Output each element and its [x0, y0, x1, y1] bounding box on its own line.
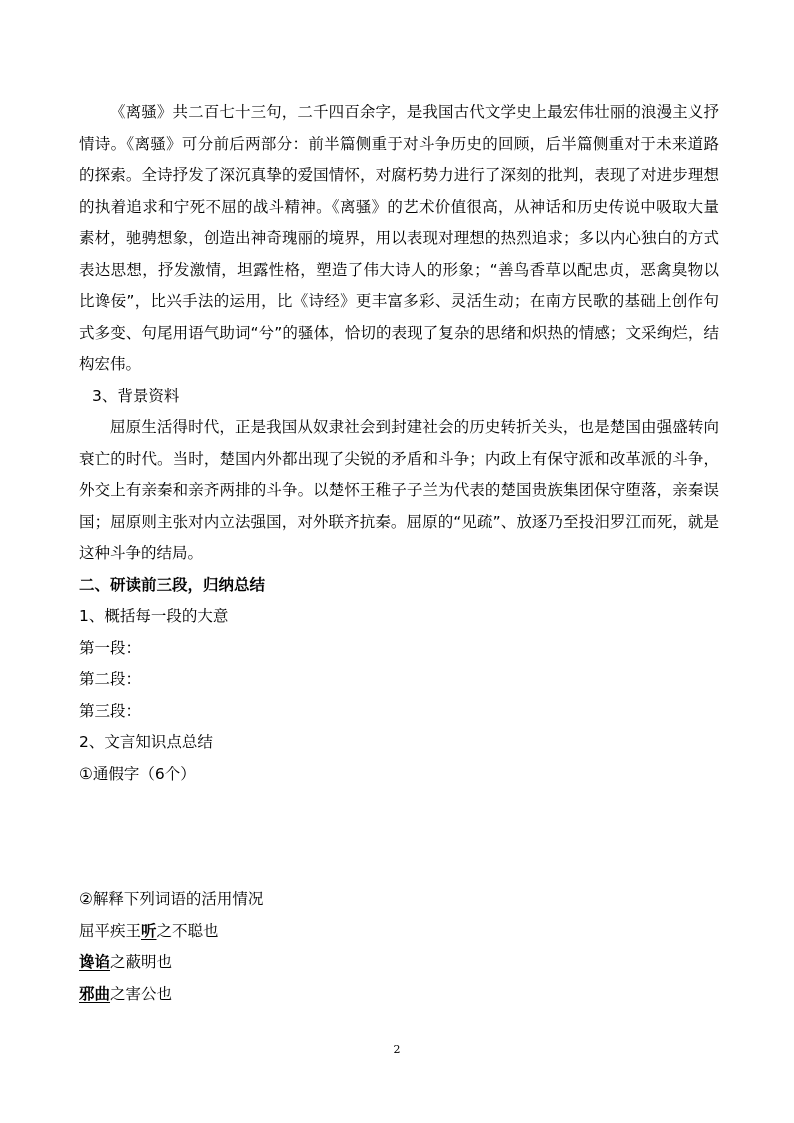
- paragraph-one-label: 第一段：: [79, 638, 142, 657]
- page-number: 2: [393, 1043, 401, 1056]
- intro-paragraph: 《离骚》共二百七十三句，二千四百余字，是我国古代文学史上最宏伟壮丽的浪漫主义抒情诗。《离骚》可分前后两部分：前半篇侧重于对斗争历史的回顾，后半篇侧重对于未来道路的探索。全诗抒发了深沉真挚的爱国情怀，对腐朽势力进行了深刻的批判，表现了对进步理想的执着追求和宁死不屈的战斗精神。《离骚》的艺术价值很高，从神话和历史传说中吸取大量素材，驰骋想象，创造出神奇瑰丽的境界，用以表现对理想的热烈追求；多以内心独白的方式表达思想，抒发激情，坦露性格，塑造了伟大诗人的形象；“善鸟香草以配忠贞，恶禽臭物以比谗佞”，比兴手法的运用，比《诗经》更丰富多彩、灵活生动；在南方民歌的基础上创作句式多变、句尾用语气助词“兮”的骚体，恰切的表现了复杂的思绪和炽热的情感；文采绚烂，结构宏伟。: [79, 103, 719, 373]
- example-line-1-word: 听: [141, 921, 157, 940]
- example-line-1-before: 屈平疾王: [79, 921, 142, 940]
- paragraph-two-label: 第二段：: [79, 670, 142, 688]
- paragraph-three-label: 第三段：: [79, 701, 142, 720]
- task-knowledge-label: 2、文言知识点总结: [79, 733, 213, 751]
- example-line-2-word: 谗谄: [79, 953, 111, 971]
- section-heading: 二、研读前三段，归纳总结: [79, 575, 266, 594]
- example-line-3-after: 之害公也: [110, 984, 173, 1003]
- example-line-3: [79, 979, 719, 1011]
- background-paragraph: 屈原生活得时代，正是我国从奴隶社会到封建社会的历史转折关头，也是楚国由强盛转向衰亡的时代。当时，楚国内外都出现了尖锐的矛盾和斗争；内政上有保守派和改革派的斗争，外交上有亲秦和亲齐两排的斗争。以楚怀王稚子子兰为代表的楚国贵族集团保守堕落，亲秦误国；屈原则主张对内立法强国，对外联齐抗秦。屈原的“见疏”、放逐乃至投汨罗江而死，就是这种斗争的结局。: [79, 418, 719, 562]
- example-line-3-word: 邪曲: [79, 984, 111, 1003]
- answer-space: [79, 790, 719, 884]
- example-line-1: [79, 916, 719, 948]
- task-summary-label: 1、概括每一段的大意: [79, 607, 229, 625]
- example-line-1-after: 之不聪也: [156, 921, 219, 940]
- tongjia-label: ①通假字（6个）: [79, 764, 196, 783]
- huoyong-label: ②解释下列词语的活用情况: [79, 890, 264, 908]
- example-line-2-after: 之蔽明也: [110, 953, 173, 971]
- background-heading: 3、背景资料: [92, 386, 180, 405]
- document-body: [79, 97, 719, 1010]
- example-line-2: [79, 947, 719, 979]
